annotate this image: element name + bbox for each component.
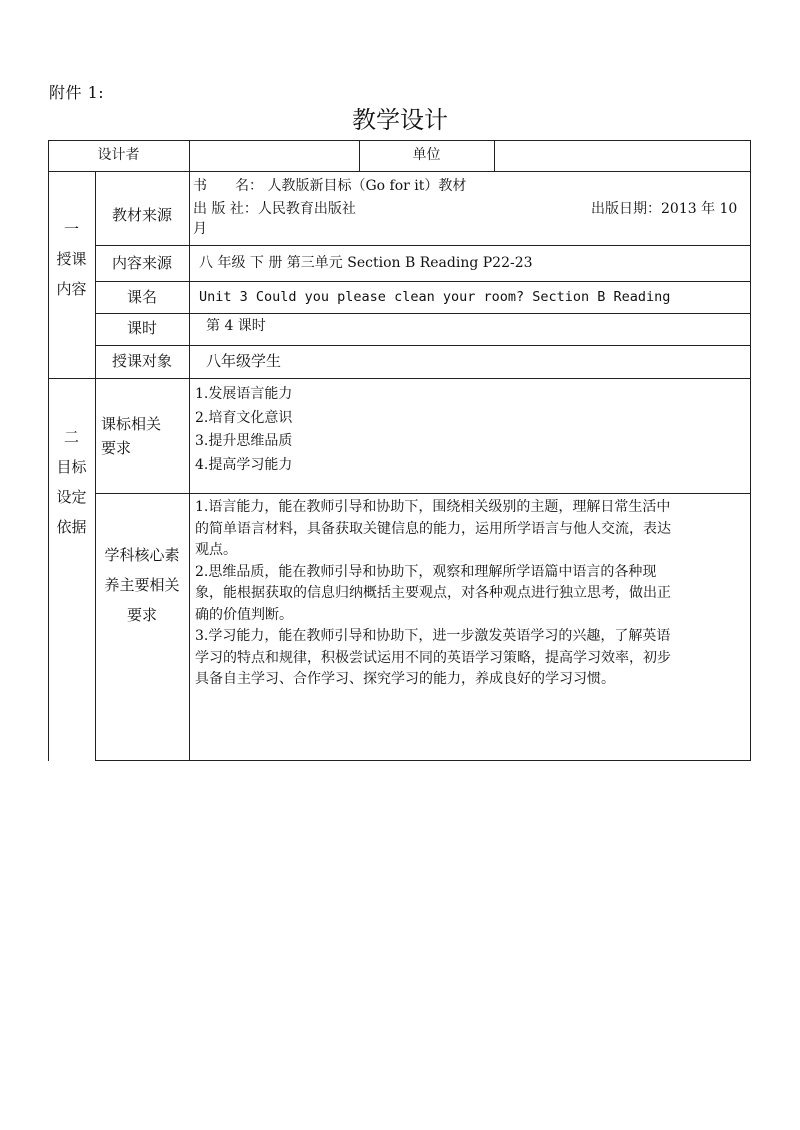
table-rule: [95, 313, 751, 314]
table-rule: [494, 140, 495, 171]
section1-label-line: 授课: [56, 250, 87, 268]
curriculum-label: [101, 412, 187, 460]
core-text-line: 观点。: [195, 542, 237, 558]
core-competency-label-line: 要求: [126, 606, 157, 624]
curriculum-list: [195, 383, 292, 477]
table-rule: [95, 245, 751, 246]
section2-label-line: 设定: [56, 488, 87, 506]
core-text-line: 象，能根据获取的信息归纳概括主要观点，对各种观点进行独立思考，做出正: [195, 585, 671, 601]
class-hour-label: 课时: [126, 319, 157, 337]
content-source-label: 内容来源: [111, 254, 172, 272]
curriculum-item: 1.发展语言能力: [195, 386, 293, 402]
core-competency-label: [95, 540, 189, 630]
section2-label-line: 依据: [56, 518, 87, 536]
table-rule: [750, 140, 751, 761]
curriculum-item: 3.提升思维品质: [195, 433, 293, 449]
textbook-source-label: 教材来源: [111, 206, 172, 224]
core-competency-label-line: 学科核心素: [104, 546, 180, 564]
textbook-date-cont: 月: [193, 221, 207, 237]
core-text-line: 3.学习能力，能在教师引导和协助下，进一步激发英语学习的兴趣，了解英语: [195, 628, 671, 644]
curriculum-label-line: 课标相关: [101, 415, 162, 433]
table-rule: [95, 345, 751, 346]
designer-label: 设计者: [97, 147, 140, 163]
core-text-line: 确的价值判断。: [195, 606, 293, 623]
core-text-line: 的简单语言材料，具备获取关键信息的能力，运用所学语言与他人交流，表达: [195, 520, 671, 537]
core-text-line: 2.思维品质，能在教师引导和协助下，观察和理解所学语篇中语言的各种现: [195, 563, 657, 580]
section1-label-line: 一: [63, 220, 79, 238]
table-rule: [48, 378, 751, 379]
section2-label: [48, 422, 95, 542]
table-rule: [48, 140, 751, 141]
content-source-value: 八 年级 下 册 第三单元 Section B Reading P22-23: [199, 255, 533, 271]
section1-label: [48, 214, 95, 304]
table-rule: [48, 171, 751, 172]
curriculum-item: 4.提高学习能力: [195, 456, 293, 473]
core-text-line: 具备自主学习、合作学习、探究学习的能力，养成良好的学习习惯。: [195, 671, 615, 687]
section1-label-line: 内容: [56, 280, 87, 298]
core-text-line: 学习的特点和规律，积极尝试运用不同的英语学习策略，提高学习效率，初步: [195, 649, 671, 666]
audience-value: 八年级学生: [206, 352, 282, 370]
unit-label: 单位: [412, 147, 441, 163]
document-title: 教学设计: [352, 106, 448, 134]
table-rule: [95, 281, 751, 282]
class-hour-value: 第 4 课时: [206, 318, 266, 334]
curriculum-item: 2.培育文化意识: [195, 409, 293, 426]
textbook-date-line: 出版日期：2013 年 10: [591, 201, 738, 217]
attachment-label: 附件 1:: [49, 83, 105, 102]
audience-label: 授课对象: [111, 352, 172, 370]
textbook-book-line: 书 名： 人教版新目标（Go for it）教材: [193, 178, 467, 194]
section2-label-line: 目标: [56, 458, 87, 476]
curriculum-label-line: 要求: [101, 439, 132, 457]
lesson-name-label: 课名: [126, 288, 157, 306]
table-rule: [95, 493, 751, 494]
core-text-line: 1.语言能力，能在教师引导和协助下，围绕相关级别的主题，理解日常生活中: [195, 499, 671, 515]
table-rule: [95, 760, 751, 761]
textbook-publisher-line: 出 版 社：人民教育出版社: [193, 201, 356, 217]
lesson-name-value: Unit 3 Could you please clean your room? Section B Reading: [199, 289, 671, 305]
core-competency-text: [195, 497, 747, 691]
core-competency-label-line: 养主要相关: [104, 576, 180, 594]
section2-label-line: 二: [63, 428, 79, 446]
table-rule: [189, 140, 190, 761]
